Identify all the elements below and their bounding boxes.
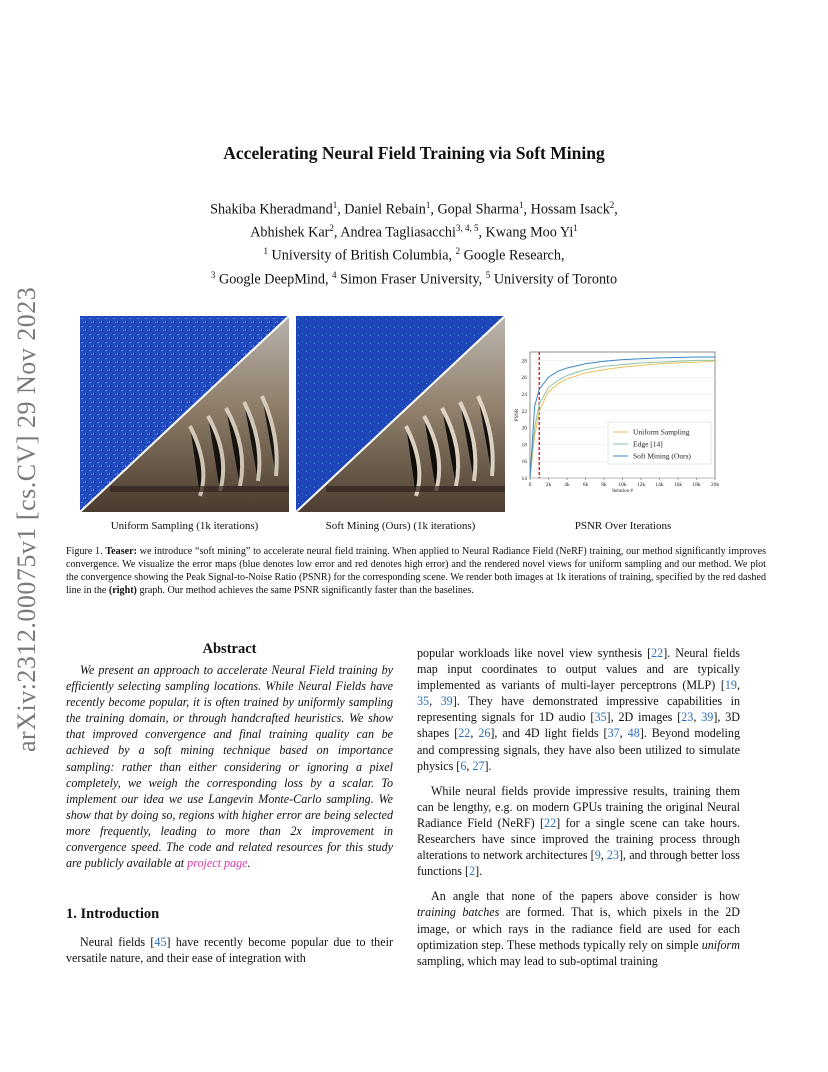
citation-link[interactable]: 19 bbox=[724, 678, 737, 693]
citation-link[interactable]: 39 bbox=[701, 710, 714, 725]
author-name: Kwang Moo Yi bbox=[485, 224, 574, 241]
psnr-chart bbox=[512, 344, 722, 509]
y-tick-label: 20 bbox=[521, 425, 527, 432]
para-text: , bbox=[693, 710, 702, 725]
x-tick-label: 0 bbox=[528, 482, 532, 488]
y-tick-label: 22 bbox=[521, 408, 527, 415]
citation-link[interactable]: 22 bbox=[651, 646, 664, 660]
para-text: ]. bbox=[475, 864, 483, 879]
citation-link[interactable]: 35 bbox=[594, 710, 607, 725]
affiliation: University of British Columbia bbox=[271, 248, 449, 265]
affiliation: Google Research bbox=[463, 248, 561, 265]
author-sup: 1 bbox=[573, 223, 578, 234]
author-name: Abhishek Kar bbox=[250, 224, 330, 241]
para-emphasis: uniform bbox=[701, 937, 740, 952]
x-axis-label: Iteration # bbox=[612, 489, 633, 494]
author-name: Andrea Tagliasacchi bbox=[340, 224, 456, 241]
x-tick-label: 12k bbox=[636, 482, 646, 488]
para-text: ], and 4D light fields [ bbox=[490, 726, 608, 741]
citation-link[interactable]: 22 bbox=[544, 815, 557, 830]
soft-mining-image bbox=[296, 316, 505, 512]
figure-caption-bold-right: (right) bbox=[108, 585, 137, 597]
author-sup: 1 bbox=[519, 200, 524, 210]
author-name: Daniel Rebain bbox=[344, 201, 426, 218]
legend-label: Uniform Sampling bbox=[633, 427, 690, 437]
para-text: ], 3D shapes [ bbox=[417, 710, 741, 741]
panel-caption-uniform: Uniform Sampling (1k iterations) bbox=[110, 520, 259, 532]
x-tick-label: 4k bbox=[564, 482, 570, 488]
y-tick-label: 26 bbox=[521, 375, 527, 382]
author-sup: 3, 4, 5 bbox=[455, 223, 479, 234]
para-text: ]. They have demonstrated impressive capabilities in representing signals for 1D audio [ bbox=[417, 694, 741, 725]
intro-text: Neural fields [ bbox=[80, 935, 155, 949]
citation-link[interactable]: 48 bbox=[627, 726, 640, 741]
para-text: ], and through better loss functions [ bbox=[417, 848, 741, 879]
section-heading-introduction: 1. Introduction bbox=[66, 906, 160, 922]
para-text: While neural fields provide impressive results, training them can be lengthy, e.g. on modern GPUs training the original Neural Radiance Field (NeRF) [ bbox=[417, 783, 740, 830]
x-tick-label: 6k bbox=[582, 482, 589, 488]
para-text: , bbox=[429, 694, 441, 709]
y-tick-label: 24 bbox=[521, 392, 527, 398]
citation-link[interactable]: 23 bbox=[681, 710, 694, 725]
author-name: Hossam Isack bbox=[530, 201, 610, 218]
x-tick-label: 10k bbox=[618, 482, 627, 488]
x-tick-label: 16k bbox=[673, 482, 683, 488]
right-paragraph-3 bbox=[417, 888, 740, 968]
y-tick-label: 16 bbox=[521, 459, 527, 466]
citation-link[interactable]: 39 bbox=[440, 694, 453, 709]
uniform-sampling-image bbox=[80, 316, 289, 512]
legend-label: Soft Mining (Ours) bbox=[633, 451, 691, 461]
affiliation: Google DeepMind bbox=[218, 271, 325, 288]
affil-sup: 5 bbox=[485, 269, 491, 280]
abstract-body bbox=[66, 662, 393, 871]
x-tick-label: 8k bbox=[601, 482, 607, 488]
intro-paragraph bbox=[66, 934, 393, 966]
figure-caption-bold: Teaser: bbox=[105, 546, 137, 557]
para-text: An angle that none of the papers above consider is how bbox=[431, 889, 740, 904]
para-text: , bbox=[600, 848, 607, 863]
citation-link[interactable]: 45 bbox=[154, 935, 167, 949]
para-text: ]. Beyond modeling and compressing signals, they have also been utilized to simulate physics [ bbox=[417, 726, 741, 773]
citation-link[interactable]: 23 bbox=[606, 848, 620, 863]
right-column bbox=[417, 645, 740, 969]
affil-sup: 2 bbox=[455, 246, 461, 257]
citation-link[interactable]: 26 bbox=[478, 726, 491, 741]
citation-link[interactable]: 27 bbox=[472, 758, 485, 773]
affiliation: Simon Fraser University bbox=[340, 271, 479, 288]
affiliation-line-1: $^1$ University of British Columbia, $^2$ Google Research, bbox=[263, 246, 565, 265]
para-text: , bbox=[470, 726, 479, 741]
citation-link[interactable]: 37 bbox=[607, 726, 620, 741]
arxiv-side-label: arXiv:2312.00075v1 [cs.CV] 29 Nov 2023 bbox=[12, 286, 41, 752]
author-sup: 1 bbox=[425, 200, 431, 210]
para-text: ]. Neural fields map input coordinates to output values and are typically implemented as variants of multi-layer perceptrons (MLP) [ bbox=[417, 646, 740, 693]
author-sup: 2 bbox=[329, 223, 334, 234]
y-tick-label: 14 bbox=[521, 476, 527, 482]
author-line-2: Abhishek Kar$^2$, Andrea Tagliasacchi$^{3, 4, 5}$, Kwang Moo Yi$^1$ bbox=[250, 223, 578, 241]
citation-link[interactable]: 22 bbox=[458, 726, 471, 741]
affiliation-line-2: $^3$ Google DeepMind, $^4$ Simon Fraser University, $^5$ University of Toronto bbox=[210, 269, 618, 288]
author-block bbox=[0, 196, 828, 289]
figure-caption-tail: graph. Our method achieves the same PSNR significantly faster than the baselines. bbox=[136, 585, 474, 597]
affiliation: University of Toronto bbox=[493, 271, 618, 288]
y-axis-label: PSNR bbox=[515, 408, 520, 422]
abstract-heading: Abstract bbox=[202, 641, 257, 657]
intro-text: ] have recently become popular due to their versatile nature, and their ease of integration with bbox=[66, 935, 393, 966]
author-name: Gopal Sharma bbox=[437, 201, 519, 218]
para-text: ] for a single scene can take hours. Researchers have since improved the training process through alterations to network architectures [ bbox=[417, 815, 740, 863]
panel-caption-soft-mining: Soft Mining (Ours) (1k iterations) bbox=[325, 520, 476, 532]
para-text: ], 2D images [ bbox=[606, 710, 682, 725]
abstract-text: We present an approach to accelerate Neural Field training by efficiently selecting sampling locations. While Neural Fields have recently become popular, it is often trained by uniformly sampling the training domain, or through handcrafted heuristics. We show that improved convergence and final training quality can be achieved by a soft mining technique based on importance sampling: rather than either considering or ignoring a pixel completely, we weigh the corresponding loss by a scalar. To implement our idea we use Langevin Monte-Carlo sampling. We show that by doing so, regions with higher error are being selected more frequently, leading to more than 2x improvement in convergence speed. The code and related resources for this study are publicly available at bbox=[66, 663, 393, 871]
author-sup: 1 bbox=[332, 200, 338, 210]
para-text: ]. bbox=[484, 758, 492, 773]
x-tick-label: 14k bbox=[655, 482, 664, 488]
figure-caption bbox=[66, 545, 766, 597]
x-tick-label: 2k bbox=[545, 482, 552, 488]
author-sup: 2 bbox=[609, 200, 615, 210]
author-line-1: Shakiba Kheradmand$^1$, Daniel Rebain$^1$, Gopal Sharma$^1$, Hossam Isack$^2$, bbox=[210, 200, 618, 218]
para-emphasis: training batches bbox=[417, 905, 500, 920]
citation-link[interactable]: 6 bbox=[460, 758, 467, 773]
y-tick-label: 18 bbox=[521, 442, 527, 449]
legend-label: Edge [14] bbox=[633, 439, 663, 449]
project-page-link[interactable]: project page bbox=[187, 856, 248, 871]
abstract-end: . bbox=[247, 856, 251, 871]
affil-sup: 4 bbox=[332, 269, 337, 280]
figure-caption-text: we introduce “soft mining” to accelerate neural field training. When applied to Neural Radiance Field (NeRF) training, our method significantly improves convergence. We visualize the error maps (blue denotes low error and red denotes high error) and the rendered novel views for uniform sampling and our method. We plot the convergence showing the Peak Signal-to-Noise Ratio (PSNR) for the corresponding scene. We render both images at 1k iterations of training, specified by the red dashed line in the bbox=[66, 546, 766, 597]
citation-link[interactable]: 35 bbox=[417, 694, 430, 709]
affil-sup: 3 bbox=[210, 269, 216, 280]
para-text: are formed. That is, which pixels in the 2D image, or which rays in the radiance field are used for each optimization step. These methods typically rely on simple bbox=[417, 905, 740, 952]
right-paragraph-1 bbox=[417, 645, 740, 774]
panel-caption-psnr: PSNR Over Iterations bbox=[574, 520, 672, 532]
affil-sup: 1 bbox=[263, 246, 268, 257]
x-tick-label: 20k bbox=[710, 482, 720, 488]
right-paragraph-2 bbox=[417, 783, 740, 880]
citation-link[interactable]: 9 bbox=[594, 848, 601, 863]
para-text: popular workloads like novel view synthesis [ bbox=[417, 646, 652, 660]
figure-label: Figure 1. bbox=[66, 546, 103, 557]
author-name: Shakiba Kheradmand bbox=[210, 201, 333, 218]
para-text: , bbox=[466, 758, 473, 773]
x-tick-label: 18k bbox=[692, 482, 701, 488]
paper-title: Accelerating Neural Field Training via Soft Mining bbox=[223, 143, 605, 163]
citation-link[interactable]: 2 bbox=[469, 864, 476, 879]
para-text: sampling, which may lead to sub-optimal training bbox=[417, 953, 658, 968]
para-text: , bbox=[619, 726, 628, 741]
y-tick-label: 28 bbox=[521, 358, 527, 365]
para-text: , bbox=[736, 678, 740, 693]
